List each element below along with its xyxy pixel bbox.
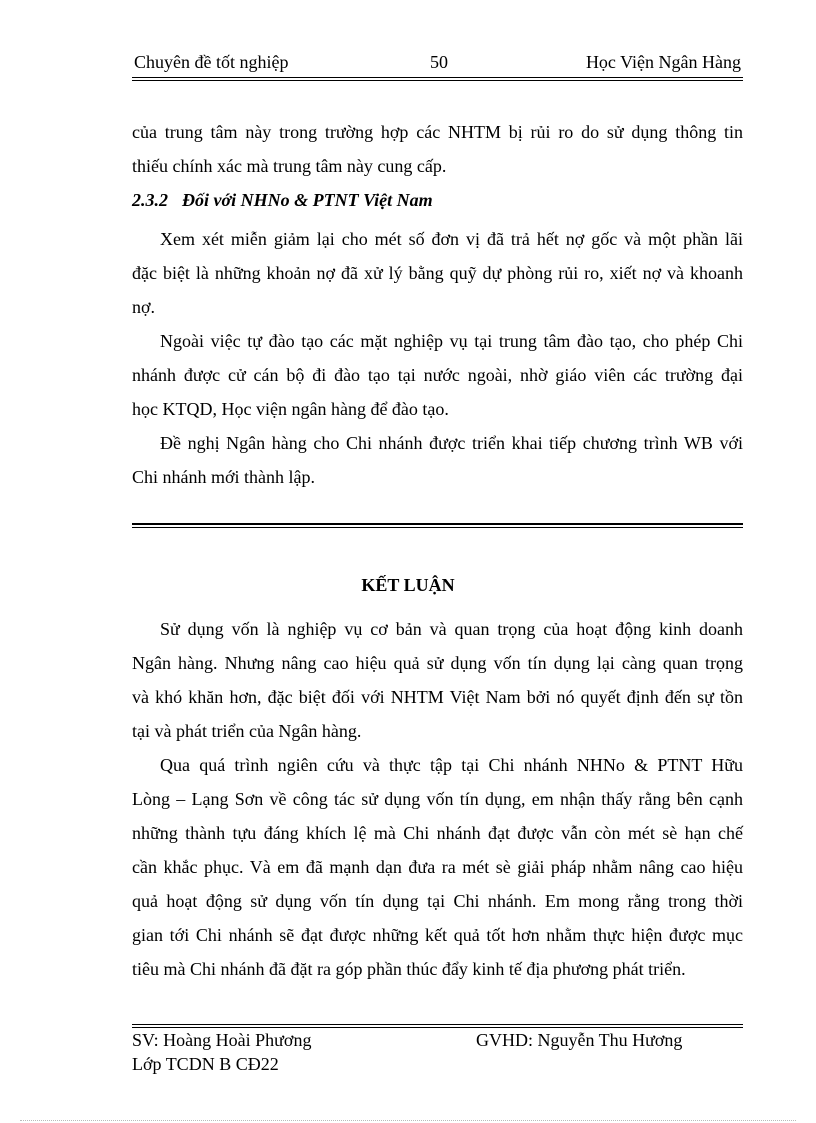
paragraph-line: thiếu chính xác mà trung tâm này cung cấp. xyxy=(132,156,447,176)
conclusion-title: KẾT LUẬN xyxy=(361,575,455,595)
paragraph-line: Chi nhánh mới thành lập. xyxy=(132,467,315,487)
header-rule-thin xyxy=(132,80,743,81)
header-institution: Học Viện Ngân Hàng xyxy=(585,52,741,72)
header-rule-thick xyxy=(132,77,743,78)
paragraph-line: gian tới Chi nhánh sẽ đạt được những kết quả tốt hơn nhằm thực hiện được mục xyxy=(132,925,743,945)
page-bottom-edge xyxy=(20,1120,796,1121)
paragraph-line: cần khắc phục. Và em đã mạnh dạn đưa ra mét sè giải pháp nhằm nâng cao hiệu xyxy=(132,857,743,877)
header-thesis-title: Chuyên đề tốt nghiệp xyxy=(134,52,289,72)
paragraph-line: Sử dụng vốn là nghiệp vụ cơ bản và quan trọng của hoạt động kinh doanh xyxy=(160,619,743,639)
paragraph-line: Xem xét miễn giảm lại cho mét số đơn vị đã trả hết nợ gốc và một phần lãi xyxy=(160,229,743,249)
footer-class: Lớp TCDN B CĐ22 xyxy=(132,1054,279,1074)
paragraph-line: đặc biệt là những khoản nợ đã xử lý bằng quỹ dự phòng rủi ro, xiết nợ và khoanh xyxy=(132,263,743,283)
footer-student-info xyxy=(132,1028,311,1076)
footer-advisor: GVHD: Nguyễn Thu Hương xyxy=(476,1030,683,1050)
paragraph-line: nhánh được cử cán bộ đi đào tạo tại nước ngoài, nhờ giáo viên các trường đại xyxy=(132,365,743,385)
paragraph-line: của trung tâm này trong trường hợp các NHTM bị rủi ro do sử dụng thông tin xyxy=(132,122,743,142)
section-separator-thick xyxy=(132,523,743,525)
paragraph-line: tại và phát triển của Ngân hàng. xyxy=(132,721,362,741)
section-heading xyxy=(132,190,433,211)
section-paragraph-1 xyxy=(132,222,743,324)
paragraph-line: tiêu mà Chi nhánh đã đặt ra góp phần thúc đẩy kinh tế địa phương phát triển. xyxy=(132,959,686,979)
paragraph-line: Qua quá trình ngiên cứu và thực tập tại Chi nhánh NHNo & PTNT Hữu xyxy=(160,755,743,775)
intro-paragraph xyxy=(132,115,743,183)
section-paragraph-3 xyxy=(132,426,743,494)
page-number: 50 xyxy=(430,52,448,72)
paragraph-line: quả hoạt động sử dụng vốn tín dụng tại Chi nhánh. Em mong rằng trong thời xyxy=(132,891,743,911)
page-header xyxy=(132,52,743,76)
paragraph-line: học KTQD, Học viện ngân hàng để đào tạo. xyxy=(132,399,449,419)
paragraph-line: những thành tựu đáng khích lệ mà Chi nhánh đạt được vẫn còn mét sè hạn chế xyxy=(132,823,743,843)
paragraph-line: Đề nghị Ngân hàng cho Chi nhánh được triển khai tiếp chương trình WB với xyxy=(160,433,743,453)
section-number: 2.3.2 xyxy=(132,190,168,210)
footer-rule-thick xyxy=(132,1024,743,1025)
section-paragraph-2 xyxy=(132,324,743,426)
conclusion-paragraph-2 xyxy=(132,748,743,986)
paragraph-line: Ngân hàng. Nhưng nâng cao hiệu quả sử dụng vốn tín dụng lại càng quan trọng xyxy=(132,653,743,673)
section-separator-thin xyxy=(132,527,743,528)
paragraph-line: và khó khăn hơn, đặc biệt đối với NHTM Việt Nam bởi nó quyết định đến sự tồn xyxy=(132,687,743,707)
paragraph-line: nợ. xyxy=(132,297,156,317)
paragraph-line: Ngoài việc tự đào tạo các mặt nghiệp vụ tại trung tâm đào tạo, cho phép Chi xyxy=(160,331,743,351)
paragraph-line: Lòng – Lạng Sơn về công tác sử dụng vốn tín dụng, em nhận thấy rằng bên cạnh xyxy=(132,789,743,809)
section-title: Đối với NHNo & PTNT Việt Nam xyxy=(182,190,433,210)
footer-student-name: SV: Hoàng Hoài Phương xyxy=(132,1030,312,1050)
conclusion-paragraph-1 xyxy=(132,612,743,748)
